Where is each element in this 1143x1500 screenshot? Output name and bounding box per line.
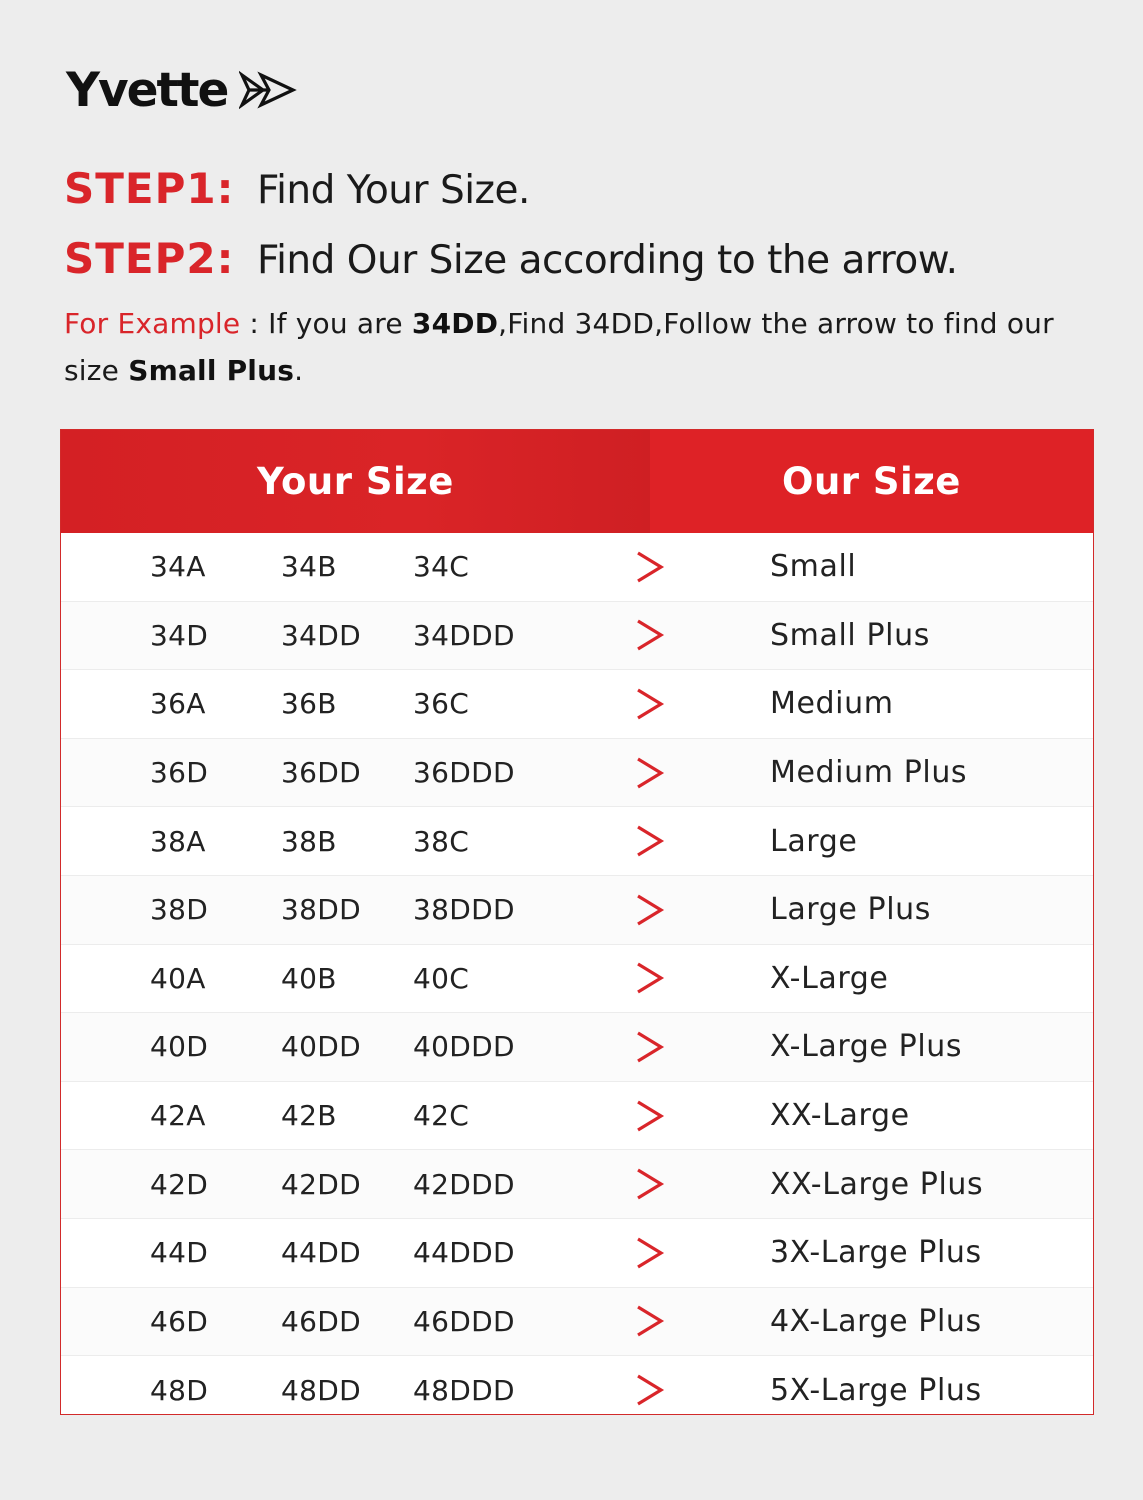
- table-row: [61, 945, 1093, 1014]
- your-size-cell: 44DD: [281, 1236, 361, 1270]
- table-row: [61, 1150, 1093, 1219]
- your-size-cell: 40B: [281, 961, 337, 995]
- your-size-cell: 44D: [150, 1236, 209, 1270]
- chevron-right-icon: [635, 1373, 665, 1407]
- your-size-cell: 38DD: [281, 893, 361, 927]
- step-2-text: Find Our Size according to the arrow.: [257, 238, 958, 283]
- your-size-cell: 38B: [281, 824, 337, 858]
- your-size-cell: 40DD: [281, 1030, 361, 1064]
- your-size-cell: 36C: [413, 687, 470, 721]
- example-note: [64, 300, 1104, 394]
- your-size-cell: 36DDD: [413, 756, 515, 790]
- example-bold-size: 34DD: [411, 307, 499, 340]
- step-2: [64, 234, 958, 283]
- our-size-cell: 3X-Large Plus: [770, 1235, 982, 1271]
- table-row: [61, 739, 1093, 808]
- your-size-cell: 40A: [150, 961, 206, 995]
- chevron-right-icon: [635, 961, 665, 995]
- your-size-cell: 48DD: [281, 1373, 361, 1407]
- chevron-right-icon: [635, 550, 665, 584]
- our-size-cell: Medium: [770, 686, 894, 722]
- chevron-right-icon: [635, 618, 665, 652]
- chevron-right-icon: [635, 1236, 665, 1270]
- our-size-cell: Small Plus: [770, 617, 930, 653]
- your-size-cell: 34B: [281, 550, 337, 584]
- your-size-cell: 42D: [150, 1167, 209, 1201]
- example-text-2: ,Find 34DD,Follow the arrow to find our size: [64, 307, 1054, 387]
- your-size-cell: 38C: [413, 824, 470, 858]
- chevron-right-icon: [635, 1304, 665, 1338]
- our-size-cell: XX-Large: [770, 1098, 910, 1134]
- our-size-cell: Large Plus: [770, 892, 932, 928]
- size-chart-table: [60, 429, 1094, 1415]
- step-2-label: STEP2:: [64, 234, 235, 283]
- table-row: [61, 1219, 1093, 1288]
- our-size-cell: Medium Plus: [770, 755, 968, 791]
- your-size-cell: 34C: [413, 550, 470, 584]
- table-row: [61, 807, 1093, 876]
- example-text-3: .: [294, 354, 304, 387]
- chevron-right-icon: [635, 1167, 665, 1201]
- your-size-cell: 36B: [281, 687, 337, 721]
- table-header: [61, 430, 1093, 533]
- your-size-cell: 36A: [150, 687, 206, 721]
- chevron-right-icon: [635, 824, 665, 858]
- step-1-text: Find Your Size.: [257, 168, 530, 213]
- chevron-right-icon: [635, 1099, 665, 1133]
- your-size-cell: 40D: [150, 1030, 209, 1064]
- your-size-cell: 46D: [150, 1304, 209, 1338]
- example-label: For Example: [64, 307, 241, 340]
- table-row: [61, 1288, 1093, 1357]
- your-size-cell: 38D: [150, 893, 209, 927]
- our-size-cell: X-Large Plus: [770, 1029, 963, 1065]
- your-size-cell: 36DD: [281, 756, 361, 790]
- your-size-cell: 40DDD: [413, 1030, 515, 1064]
- your-size-cell: 38A: [150, 824, 206, 858]
- our-size-cell: X-Large: [770, 960, 889, 996]
- your-size-cell: 40C: [413, 961, 470, 995]
- your-size-cell: 44DDD: [413, 1236, 515, 1270]
- our-size-cell: 4X-Large Plus: [770, 1303, 982, 1339]
- table-row: [61, 876, 1093, 945]
- your-size-cell: 36D: [150, 756, 209, 790]
- chevron-right-icon: [635, 756, 665, 790]
- double-arrow-icon: [239, 70, 297, 110]
- our-size-cell: XX-Large Plus: [770, 1166, 984, 1202]
- step-1: [64, 164, 530, 213]
- example-text-1: : If you are: [240, 307, 412, 340]
- chevron-right-icon: [635, 687, 665, 721]
- example-bold-our-size: Small Plus: [128, 354, 295, 387]
- your-size-cell: 42C: [413, 1099, 470, 1133]
- our-size-cell: 5X-Large Plus: [770, 1372, 982, 1408]
- your-size-cell: 42A: [150, 1099, 206, 1133]
- your-size-cell: 48DDD: [413, 1373, 515, 1407]
- step-1-label: STEP1:: [64, 164, 235, 213]
- your-size-cell: 34DDD: [413, 618, 515, 652]
- our-size-cell: Small: [770, 549, 857, 585]
- table-row: [61, 1013, 1093, 1082]
- your-size-cell: 42DDD: [413, 1167, 515, 1201]
- your-size-cell: 42B: [281, 1099, 337, 1133]
- your-size-cell: 46DD: [281, 1304, 361, 1338]
- your-size-cell: 34A: [150, 550, 206, 584]
- header-our-size: Our Size: [650, 430, 1093, 533]
- table-row: [61, 533, 1093, 602]
- table-body: [61, 533, 1093, 1425]
- header-your-size: Your Size: [61, 430, 650, 533]
- your-size-cell: 34D: [150, 618, 209, 652]
- brand-logo: [66, 60, 297, 120]
- your-size-cell: 48D: [150, 1373, 209, 1407]
- your-size-cell: 42DD: [281, 1167, 361, 1201]
- chevron-right-icon: [635, 893, 665, 927]
- table-row: [61, 670, 1093, 739]
- our-size-cell: Large: [770, 823, 858, 859]
- table-row: [61, 602, 1093, 671]
- your-size-cell: 46DDD: [413, 1304, 515, 1338]
- table-row: [61, 1082, 1093, 1151]
- table-row: [61, 1356, 1093, 1425]
- your-size-cell: 34DD: [281, 618, 361, 652]
- brand-logo-text: Yvette: [66, 62, 228, 118]
- your-size-cell: 38DDD: [413, 893, 515, 927]
- chevron-right-icon: [635, 1030, 665, 1064]
